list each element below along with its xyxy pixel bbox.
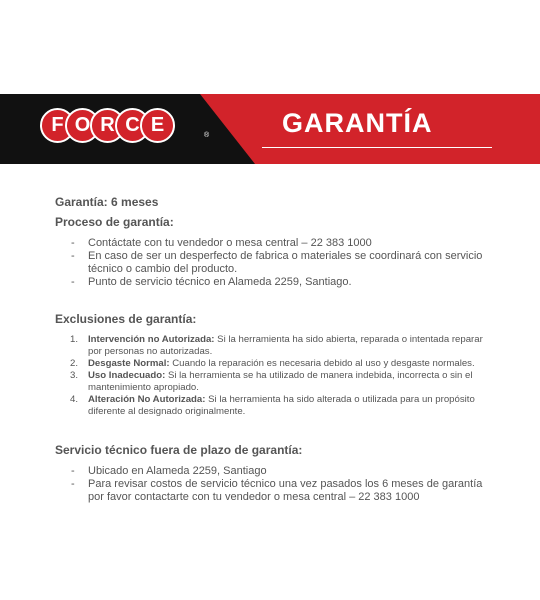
out-of-warranty-heading: Servicio técnico fuera de plazo de garantía: [55,443,303,457]
exclusion-term: Desgaste Normal: [88,358,170,369]
list-item: - Contáctate con tu vendedor o mesa central – 22 383 1000 [71,237,372,249]
list-item: 3. Uso Inadecuado: Si la herramienta se ha utilizado de manera indebida, incorrecta o sin el mantenimiento apropiado. [70,370,473,393]
warranty-content [55,195,495,504]
list-item: - Punto de servicio técnico en Alameda 2259, Santiago. [71,276,352,288]
title-underline [262,147,492,148]
exclusion-term: Uso Inadecuado: [88,370,166,381]
exclusions-list [55,334,495,418]
registered-mark: ® [204,132,210,139]
exclusions-heading: Exclusiones de garantía: [55,312,197,326]
list-item: 2. Desgaste Normal: Cuando la reparación es necesaria debido al uso y desgaste normales. [70,358,475,369]
exclusion-term: Intervención no Autorizada: [88,334,215,345]
page-title: GARANTÍA [282,108,433,138]
force-logo [40,108,210,142]
logo-letter: O [65,108,100,143]
list-item: - En caso de ser un desperfecto de fabrica o materiales se coordinará con servicio técnico o cambio del producto. [71,250,483,275]
exclusion-term: Alteración No Autorizada: [88,394,206,405]
list-item: - Para revisar costos de servicio técnico una vez pasados los 6 meses de garantía por favor contactarte con tu vendedor o mesa central – 22 383 1000 [71,478,483,503]
logo-letter: E [140,108,175,143]
process-list [55,237,495,289]
logo-letter: R [90,108,125,143]
list-item: - Ubicado en Alameda 2259, Santiago [71,465,267,477]
logo-letter: C [115,108,150,143]
out-of-warranty-list [55,465,495,504]
process-heading: Proceso de garantía: [55,215,174,229]
logo-letter: F [40,108,75,143]
list-item: 4. Alteración No Autorizada: Si la herramienta ha sido alterada o utilizada para un propósito diferente al designado originalmente. [70,394,475,417]
list-item: 1. Intervención no Autorizada: Si la herramienta ha sido abierta, reparada o intentada reparar por personas no autorizadas. [70,334,483,357]
warranty-period: Garantía: 6 meses [55,195,159,209]
